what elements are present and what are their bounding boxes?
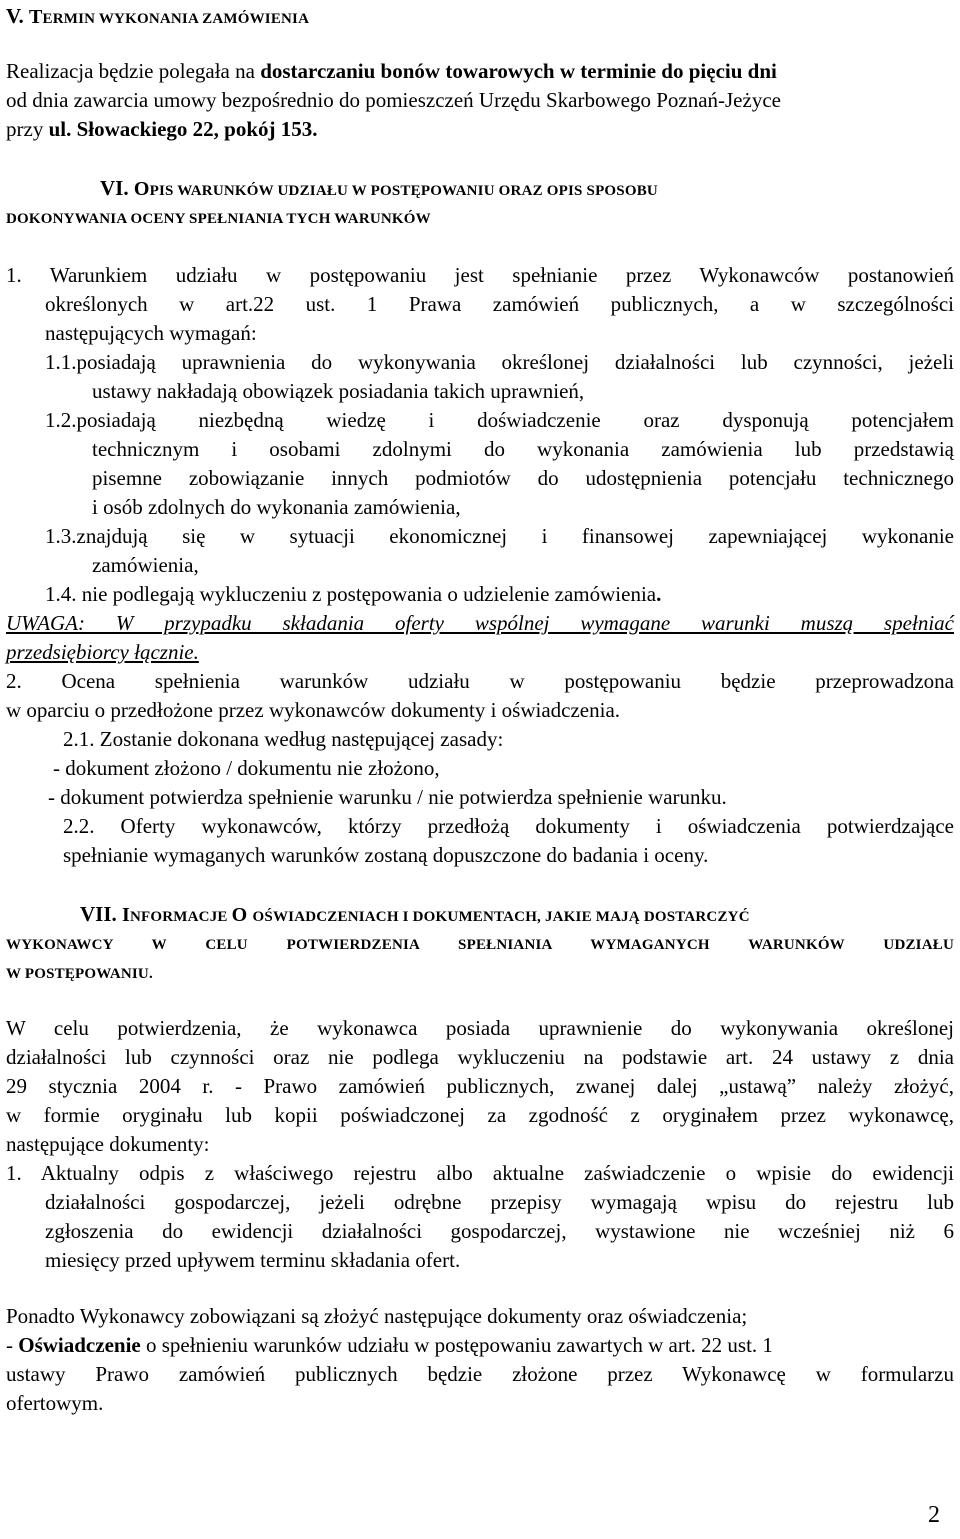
- document-item-1-line2: działalności gospodarczej, jeżeli odrębne przepisy wymagają wpisu do rejestru lub: [45, 1190, 954, 1214]
- condition-1-line2: określonych w art.22 ust. 1 Prawa zamówień publicznych, a w szczególności: [45, 292, 954, 316]
- condition-1-2-line2: technicznym i osobami zdolnymi do wykonania zamówienia lub przedstawią: [92, 437, 954, 461]
- document-item-1-line4: miesięcy przed upływem terminu składania ofert.: [45, 1248, 461, 1272]
- section-vii-title-line3: W POSTĘPOWANIU.: [6, 966, 153, 982]
- section-vii-para-line3: 29 stycznia 2004 r. - Prawo zamówień publicznych, zwanej dalej „ustawą” należy złożyć,: [6, 1074, 954, 1098]
- evaluation-line1: 2. Ocena spełnienia warunków udziału w postępowaniu będzie przeprowadzona: [6, 669, 954, 693]
- page-number: 2: [928, 1502, 940, 1528]
- evaluation-rule-2: - dokument potwierdza spełnienie warunku / nie potwierdza spełnienie warunku.: [48, 785, 727, 809]
- section-vii-heading: VII. INFORMACJE O OŚWIADCZENIACH I DOKUMENTACH, JAKIE MAJĄ DOSTARCZYĆ: [80, 902, 750, 926]
- delivery-terms-bold: dostarczaniu bonów towarowych w terminie do pięciu dni: [260, 59, 777, 83]
- statement-bold: Oświadczenie: [18, 1333, 141, 1357]
- evaluation-2-2-line1: 2.2. Oferty wykonawców, którzy przedłożą dokumenty i oświadczenia potwierdzające: [63, 814, 954, 838]
- additional-docs-intro: Ponadto Wykonawcy zobowiązani są złożyć następujące dokumenty oraz oświadczenia;: [6, 1304, 748, 1328]
- condition-1-2-line4: i osób zdolnych do wykonania zamówienia,: [92, 495, 461, 519]
- evaluation-2-2-line2: spełnianie wymaganych warunków zostaną dopuszczone do badania i oceny.: [63, 843, 709, 867]
- section-v-title: ERMIN WYKONANIA ZAMÓWIENIA: [42, 11, 310, 27]
- section-vii-number: VII.: [80, 902, 117, 926]
- condition-1-1-line1: 1.1.posiadają uprawnienia do wykonywania określonej działalności lub czynności, jeżeli: [45, 350, 954, 374]
- condition-1-4: 1.4. nie podlegają wykluczeniu z postępowania o udzielenie zamówienia.: [45, 582, 662, 606]
- section-v-number: V.: [6, 4, 24, 28]
- section-vii-title: NFORMACJE: [130, 909, 232, 925]
- condition-1-1-line2: ustawy nakładają obowiązek posiadania takich uprawnień,: [92, 379, 585, 403]
- condition-1-2-line3: pisemne zobowiązanie innych podmiotów do udostępnienia potencjału technicznego: [92, 466, 954, 490]
- section-vi-title: PIS WARUNKÓW UDZIAŁU W POSTĘPOWANIU ORAZ OPIS SPOSOBU: [149, 183, 658, 199]
- section-v-heading: [6, 2, 309, 34]
- section-vii-para-line5: następujące dokumenty:: [6, 1132, 210, 1156]
- evaluation-line2: w oparciu o przedłożone przez wykonawców dokumenty i oświadczenia.: [6, 698, 621, 722]
- document-item-1-line1: 1. Aktualny odpis z właściwego rejestru albo aktualne zaświadczenie o wpisie do ewidencji: [6, 1161, 954, 1185]
- section-vii-para-line1: W celu potwierdzenia, że wykonawca posiada uprawnienie do wykonywania określonej: [6, 1016, 954, 1040]
- address-bold: ul. Słowackiego 22, pokój 153.: [48, 117, 318, 141]
- note-line2: przedsiębiorcy łącznie.: [6, 640, 199, 664]
- section-v-para-line2: od dnia zawarcia umowy bezpośrednio do pomieszczeń Urzędu Skarbowego Poznań-Jeżyce: [6, 88, 781, 112]
- section-vii-para-line4: w formie oryginału lub kopii poświadczonej za zgodność z oryginałem przez wykonawcę,: [6, 1103, 954, 1127]
- section-vi-title-line2: DOKONYWANIA OCENY SPEŁNIANIA TYCH WARUNKÓW: [6, 211, 431, 227]
- condition-1-line1: 1. Warunkiem udziału w postępowaniu jest spełnianie przez Wykonawców postanowień: [6, 263, 954, 287]
- section-vi-number: VI.: [100, 176, 129, 200]
- section-vii-para-line2: działalności lub czynności oraz nie podlega wykluczeniu na podstawie art. 24 ustawy z dnia: [6, 1045, 954, 1069]
- condition-1-3-line2: zamówienia,: [92, 553, 199, 577]
- section-vi-heading: VI. OPIS WARUNKÓW UDZIAŁU W POSTĘPOWANIU ORAZ OPIS SPOSOBU: [100, 176, 658, 200]
- condition-1-3-line1: 1.3.znajdują się w sytuacji ekonomicznej i finansowej zapewniającej wykonanie: [45, 524, 954, 548]
- section-vii-title-line2: WYKONAWCY W CELU POTWIERDZENIA SPEŁNIANIA WYMAGANYCH WARUNKÓW UDZIAŁU: [6, 937, 954, 953]
- evaluation-2-1: 2.1. Zostanie dokonana według następującej zasady:: [63, 727, 504, 751]
- statement-line2: ustawy Prawo zamówień publicznych będzie złożone przez Wykonawcę w formularzu: [6, 1362, 954, 1386]
- section-v-title-initial: T: [28, 6, 43, 28]
- statement-line3: ofertowym.: [6, 1391, 104, 1415]
- note-line1: UWAGA: W przypadku składania oferty wspólnej wymagane warunki muszą spełniać: [6, 611, 954, 635]
- section-v-para-line1: Realizacja będzie polegała na dostarczaniu bonów towarowych w terminie do pięciu dni: [6, 59, 777, 83]
- evaluation-rule-1: - dokument złożono / dokumentu nie złożono,: [53, 756, 440, 780]
- statement-line1: - Oświadczenie o spełnieniu warunków udziału w postępowaniu zawartych w art. 22 ust. 1: [6, 1333, 773, 1357]
- condition-1-2-line1: 1.2.posiadają niezbędną wiedzę i doświadczenie oraz dysponują potencjałem: [45, 408, 954, 432]
- condition-1-line3: następujących wymagań:: [45, 321, 257, 345]
- document-item-1-line3: zgłoszenia do ewidencji działalności gospodarczej, wystawione nie wcześniej niż 6: [45, 1219, 954, 1243]
- section-v-para-line3: przy ul. Słowackiego 22, pokój 153.: [6, 117, 318, 141]
